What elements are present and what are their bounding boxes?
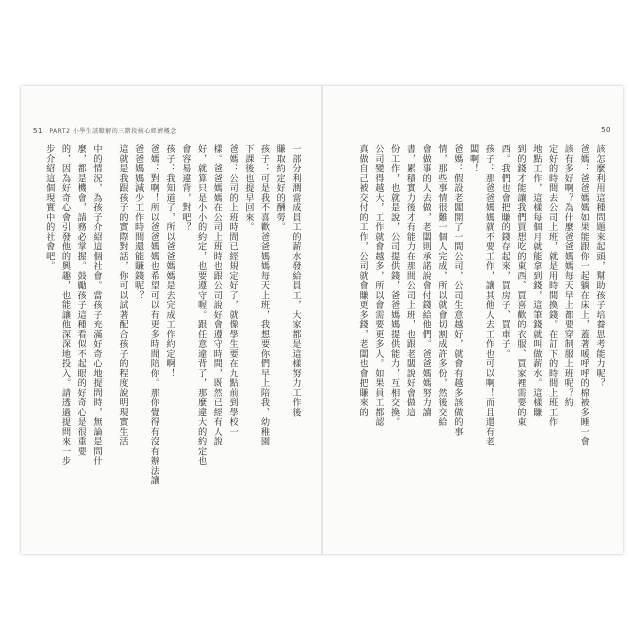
text-column: 該怎麼利用這種問題來起頭，幫助孩子培養思考能力呢？: [594, 144, 605, 388]
text-column: 會容易違背，對吧？: [179, 144, 191, 232]
text-column: 爸媽：假設老闆開了一間公司，公司生意越好，就會有越多該做的事: [451, 144, 463, 437]
text-column: 孩子：那爸爸媽媽就不要工作，讓其他人去工作也可以啊！而且還有老: [483, 144, 495, 447]
book-spread: [21, 86, 623, 554]
right-page-number: 50: [601, 126, 611, 134]
text-column: 爸媽：對啊！所以爸爸媽媽也希望可以有更多時間陪你。那你覺得有沒有辦法讓: [148, 144, 160, 486]
left-running-header: [33, 126, 177, 135]
text-column: 的，因為好奇心會引發他的興趣，也能讓他深深地投入。請透過提問來一步: [59, 144, 71, 466]
text-column: 好，就算只是小小的約定，也要遵守喔。跟任意違背了，那麼違大的約定也: [195, 144, 207, 466]
text-column: 爸爸媽媽減少工作時間還能賺錢呢？: [132, 144, 144, 300]
text-column: 麼，都是機會，請務必掌握。鼓勵孩子這種看似不起眼的好奇心是很重要: [75, 144, 87, 456]
text-column: 真做自己被交付的工作，公司就會賺更多錢，老闆也會把賺來的: [357, 144, 369, 417]
text-column: 該有多好啊？為什麼爸爸媽媽每天早上都要穿制服上班呢？約: [562, 144, 574, 408]
text-column: 情，那些事情很難一個人完成，所以就會切割成許多份，然後交給: [436, 144, 448, 427]
right-running-header: [601, 126, 611, 134]
text-column: 公司變得越大，工作就會越多，所以會需要更多人。如果員工都認: [372, 144, 384, 427]
left-header-text: PART2 小學生該瞭解的三階段核心經濟概念: [49, 128, 177, 135]
text-column: 份工作，也就是說，公司提供錢，爸爸媽媽提供能力，互相交換。: [388, 144, 400, 427]
text-column: 到的錢才能讓我們買想吃的東西、買喜歡的衣服、買家裡需要的東: [515, 144, 527, 427]
text-column: 賺取約定好的酬勞。: [274, 144, 286, 232]
text-column: 樣。爸爸媽媽在公司上班時也跟公司說好會遵守時間，既然已經有人說: [211, 144, 223, 447]
text-column: 闆啊！: [467, 144, 479, 174]
text-column: 西。我們也會把賺的錢存起來，買房子、買車子。: [499, 144, 511, 359]
text-column: 步介紹這個現實中的社會吧。: [43, 144, 55, 271]
text-column: 中的情況，為孩子介紹這個社會。當孩子充滿好奇心地提問時，無論是問什: [90, 144, 102, 466]
text-column: 孩子：可是我不喜歡爸爸媽媽每天上班，我想要你們早上陪我、幼稚園: [258, 144, 270, 447]
text-column: 會做事的人去做，老闆則承諾說會付錢給他們。爸爸媽媽努力讀: [420, 144, 432, 417]
text-column: 地點工作，這樣每個月就能拿到錢，這筆錢就叫做薪水。這樣賺: [530, 144, 542, 417]
left-page-text: [39, 144, 301, 514]
text-column: 一部分利潤當成員工的薪水發給員工，大家都是這樣努力工作後: [290, 144, 301, 417]
text-column: 孩子：我知道了，所以爸爸媽媽是去完成工作約定啊！: [164, 144, 176, 378]
text-column: 書，累積實力後才有能力在那間公司上班，也跟老闆說好會做這: [404, 144, 416, 417]
left-page-number: 51: [33, 127, 43, 135]
text-column: 爸媽：公司的上班時間已經規定好了，就像學生要在九點前到學校一: [227, 144, 239, 437]
text-column: 定好的時間去公司上班，就是用時間換錢。在訂下的時間上班工作: [546, 144, 558, 427]
text-column: 下課後也提早回來。: [242, 144, 254, 232]
text-column: 這就是我跟孩子的實際對話，你可以試著配合孩子的程度說明現實生活: [116, 144, 128, 447]
right-page-text: [343, 144, 605, 514]
page-gutter: [321, 86, 323, 554]
text-column: 爸媽：爸爸媽媽如果能跟你一起躺在床上，蓋著暖呼呼的棉被多睡一會: [578, 144, 590, 447]
